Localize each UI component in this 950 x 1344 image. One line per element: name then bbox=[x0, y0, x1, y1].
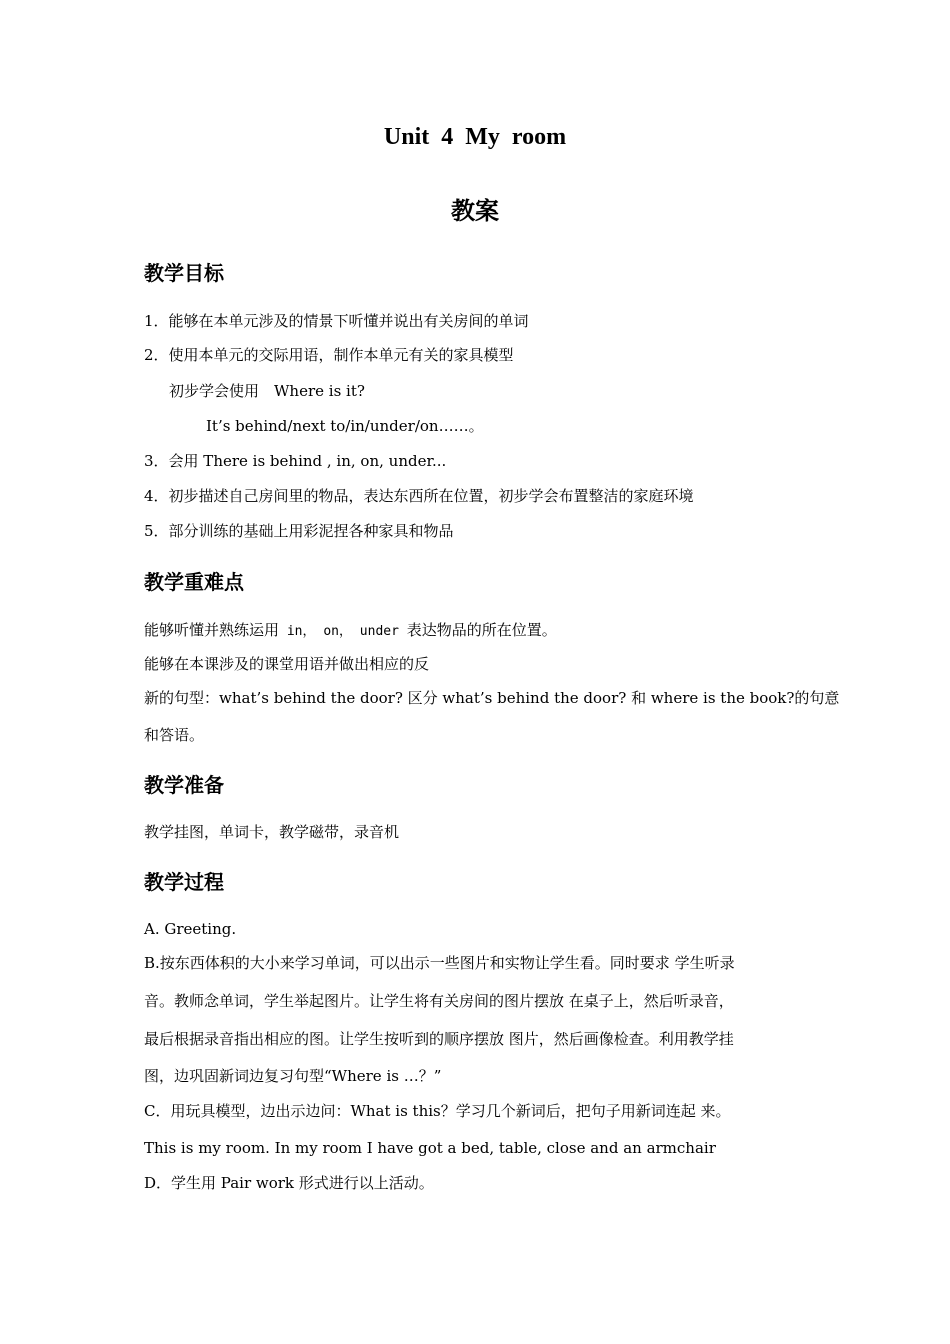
key-point-text: 表达物品的所在位置。 bbox=[406, 621, 557, 639]
process-line: 音。教师念单词，学生举起图片。让学生将有关房间的图片摆放 在桌子上，然后听录音， bbox=[144, 992, 734, 1010]
process-line: This is my room. In my room I have got a bed, table, close and an armchair bbox=[144, 1139, 716, 1157]
key-point-line: 新的句型：what’s behind the door? 区分 what’s behind the door? 和 where is the book?的句意 bbox=[144, 689, 840, 707]
process-line: B.按东西体积的大小来学习单词，可以出示一些图片和实物让学生看。同时要求 学生听录 bbox=[144, 954, 735, 972]
goal-item: 5．部分训练的基础上用彩泥捏各种家具和物品 bbox=[144, 522, 454, 540]
key-point-mono: in， on， under bbox=[279, 624, 407, 639]
preparation-text: 教学挂图，单词卡，教学磁带，录音机 bbox=[144, 823, 400, 841]
process-line: 图，边巩固新词边复习句型“Where is …？” bbox=[144, 1067, 442, 1085]
document-subtitle: 教案 bbox=[451, 197, 499, 225]
goal-item: 3．会用 There is behind , in, on, under... bbox=[144, 452, 447, 470]
heading-key-points: 教学重难点 bbox=[144, 570, 244, 594]
key-point-line: 和答语。 bbox=[144, 726, 205, 744]
goal-item: 2．使用本单元的交际用语，制作本单元有关的家具模型 bbox=[144, 346, 514, 364]
document-title: Unit 4 My room bbox=[383, 124, 567, 150]
goal-item: It’s behind/next to/in/under/on……。 bbox=[206, 417, 484, 435]
goal-item: 初步学会使用 Where is it? bbox=[169, 382, 365, 400]
key-point-line bbox=[144, 620, 557, 642]
key-point-line: 能够在本课涉及的课堂用语并做出相应的反 bbox=[144, 655, 430, 673]
heading-process: 教学过程 bbox=[144, 870, 224, 894]
process-line: C．用玩具模型，边出示边问：What is this？学习几个新词后，把句子用新词连起 来。 bbox=[144, 1102, 731, 1120]
heading-goals: 教学目标 bbox=[144, 261, 224, 285]
process-line: A. Greeting. bbox=[144, 920, 237, 938]
goal-item: 4．初步描述自己房间里的物品，表达东西所在位置，初步学会布置整洁的家庭环境 bbox=[144, 487, 694, 505]
process-line: 最后根据录音指出相应的图。让学生按听到的顺序摆放 图片，然后画像检查。利用教学挂 bbox=[144, 1030, 734, 1048]
goal-item: 1．能够在本单元涉及的情景下听懂并说出有关房间的单词 bbox=[144, 312, 529, 330]
process-line: D．学生用 Pair work 形式进行以上活动。 bbox=[144, 1174, 434, 1192]
heading-preparation: 教学准备 bbox=[144, 773, 224, 797]
key-point-text: 能够听懂并熟练运用 bbox=[144, 621, 280, 639]
